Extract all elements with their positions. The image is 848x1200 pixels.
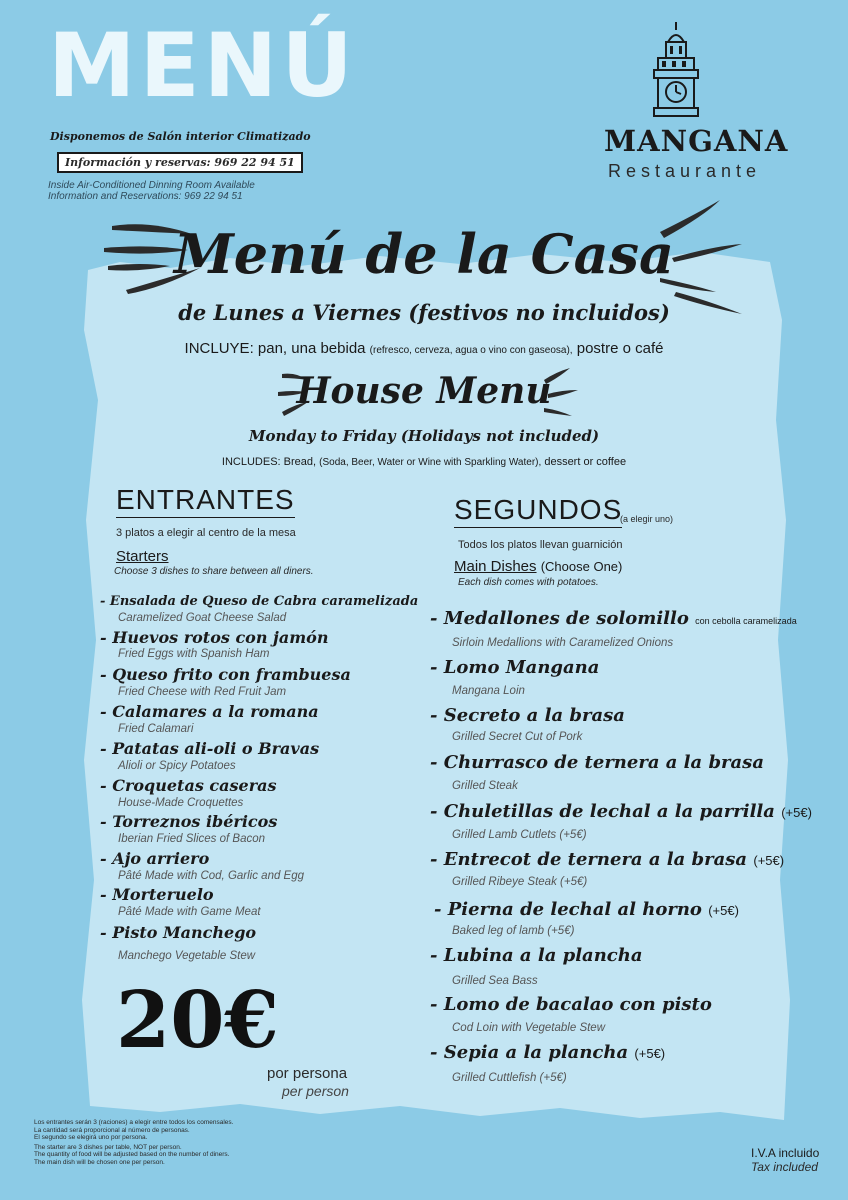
starter-item: - Patatas ali-oli o Bravas: [100, 739, 320, 758]
house-menu-title: Menú de la Casa: [173, 222, 675, 286]
starter-item: - Pisto Manchego: [100, 923, 257, 942]
main-dishes-label: Main Dishes: [454, 558, 537, 575]
segundos-choice: (a elegir uno): [620, 514, 674, 524]
main-item: - Pierna de lechal al horno (+5€): [434, 899, 739, 920]
reservations-box: Información y reservas: 969 22 94 51: [57, 152, 303, 173]
segundos-heading: SEGUNDOS: [454, 494, 622, 528]
main-dishes-heading: [454, 558, 622, 575]
incluye-end: postre o café: [576, 340, 664, 357]
main-item-en: Mangana Loin: [452, 685, 525, 697]
starter-item: - Morteruelo: [100, 885, 214, 904]
main-item: - Sepia a la plancha (+5€): [430, 1042, 666, 1063]
main-item-en: Grilled Cuttlefish (+5€): [452, 1072, 567, 1084]
starter-item-en: Caramelized Goat Cheese Salad: [118, 612, 287, 624]
english-menu-subtitle: Monday to Friday (Holidays not included): [248, 427, 600, 445]
tax-note-en: Tax included: [751, 1160, 818, 1174]
price-per-person: por persona: [267, 1065, 348, 1082]
main-item-en: Baked leg of lamb (+5€): [452, 925, 575, 937]
main-item-en: Grilled Secret Cut of Pork: [452, 731, 583, 743]
starter-item-en: Iberian Fried Slices of Bacon: [118, 833, 266, 845]
logo-subtitle: Restaurante: [608, 161, 762, 181]
starter-item: - Ajo arriero: [100, 849, 210, 868]
main-item: - Churrasco de ternera a la brasa: [430, 752, 764, 773]
menu-heading: MENÚ: [48, 14, 357, 117]
entrantes-note: 3 platos a elegir al centro de la mesa: [116, 527, 296, 539]
starter-item-en: Fried Eggs with Spanish Ham: [118, 648, 270, 660]
includes-line: [0, 456, 848, 468]
starter-item-en: Alioli or Spicy Potatoes: [118, 760, 236, 772]
fine-print-line: La cantidad será proporcional al número de personas.: [34, 1126, 190, 1134]
main-item-en: Sirloin Medallions with Caramelized Onions: [452, 637, 674, 649]
includes-drinks: (Soda, Beer, Water or Wine with Sparkling Water),: [319, 457, 542, 468]
starter-item-en: Fried Calamari: [118, 723, 194, 735]
main-item-en: Grilled Ribeye Steak (+5€): [452, 876, 588, 888]
includes-end: dessert or coffee: [544, 456, 627, 468]
main-item-en: Cod Loin with Vegetable Stew: [452, 1022, 606, 1034]
main-item: - Lomo Mangana: [430, 657, 600, 678]
main-item: - Medallones de solomillo con cebolla caramelizada: [430, 608, 797, 629]
clock-tower-icon: [648, 20, 704, 120]
fine-print-line: The starter are 3 dishes per table, NOT per person.: [34, 1143, 182, 1151]
english-menu-title: House Menu: [296, 370, 552, 412]
starter-item: - Torreznos ibéricos: [100, 812, 278, 831]
main-item-en: Grilled Sea Bass: [452, 975, 538, 987]
price-amount: 20€: [116, 975, 279, 1066]
english-info-line-2: Information and Reservations: 969 22 94 51: [48, 191, 243, 202]
main-item: - Lubina a la plancha: [430, 945, 643, 966]
fine-print-line: El segundo se elegirá uno por persona.: [34, 1134, 148, 1142]
logo-name: MANGANA: [604, 124, 789, 158]
starters-heading: Starters: [116, 548, 169, 565]
main-item: - Secreto a la brasa: [430, 705, 625, 726]
starter-item: - Ensalada de Queso de Cabra caramelizada: [100, 594, 419, 609]
main-item: - Chuletillas de lechal a la parrilla (+5€): [430, 801, 812, 822]
english-info: [48, 180, 255, 202]
starter-item-en: Pâté Made with Cod, Garlic and Egg: [118, 870, 305, 882]
entrantes-heading: ENTRANTES: [116, 484, 295, 518]
starter-item: - Croquetas caseras: [100, 776, 277, 795]
salon-note: Disponemos de Salón interior Climatizado: [50, 130, 311, 143]
starter-item: - Queso frito con frambuesa: [100, 665, 351, 684]
main-item-en: Grilled Steak: [452, 780, 518, 792]
incluye-label: INCLUYE: pan, una bebida: [184, 340, 366, 357]
starter-item-en: Pâté Made with Game Meat: [118, 906, 261, 918]
fine-print-line: The quantity of food will be adjusted based on the number of diners.: [34, 1151, 230, 1159]
starter-item-en: House-Made Croquettes: [118, 797, 244, 809]
main-dishes-note: Each dish comes with potatoes.: [458, 577, 599, 588]
house-menu-subtitle: de Lunes a Viernes (festivos no incluidos): [178, 300, 670, 325]
main-item-en: Grilled Lamb Cutlets (+5€): [452, 829, 587, 841]
starter-item-en: Fried Cheese with Red Fruit Jam: [118, 686, 287, 698]
fine-print-line: Los entrantes serán 3 (raciones) a elegir entre todos los comensales.: [34, 1119, 234, 1126]
fine-print: [34, 1119, 233, 1167]
starter-item: - Huevos rotos con jamón: [100, 628, 329, 647]
starter-item-en: Manchego Vegetable Stew: [118, 950, 256, 962]
includes-label: INCLUDES: Bread,: [221, 456, 317, 468]
fine-print-line: The main dish will be chosen one per person.: [34, 1158, 165, 1166]
incluye-line: [0, 340, 848, 357]
tax-note: I.V.A incluido: [751, 1146, 820, 1160]
starter-item: - Calamares a la romana: [100, 702, 319, 721]
main-item: - Lomo de bacalao con pisto: [430, 994, 712, 1015]
segundos-note: Todos los platos llevan guarnición: [458, 539, 623, 551]
main-dishes-choice: (Choose One): [540, 559, 623, 574]
incluye-drinks: (refresco, cerveza, agua o vino con gaseosa),: [369, 345, 573, 356]
starters-note: Choose 3 dishes to share between all diners.: [114, 566, 314, 577]
english-info-line-1: Inside Air-Conditioned Dinning Room Available: [48, 180, 255, 191]
main-item: - Entrecot de ternera a la brasa (+5€): [430, 849, 785, 870]
price-per-person-en: per person: [282, 1083, 349, 1099]
